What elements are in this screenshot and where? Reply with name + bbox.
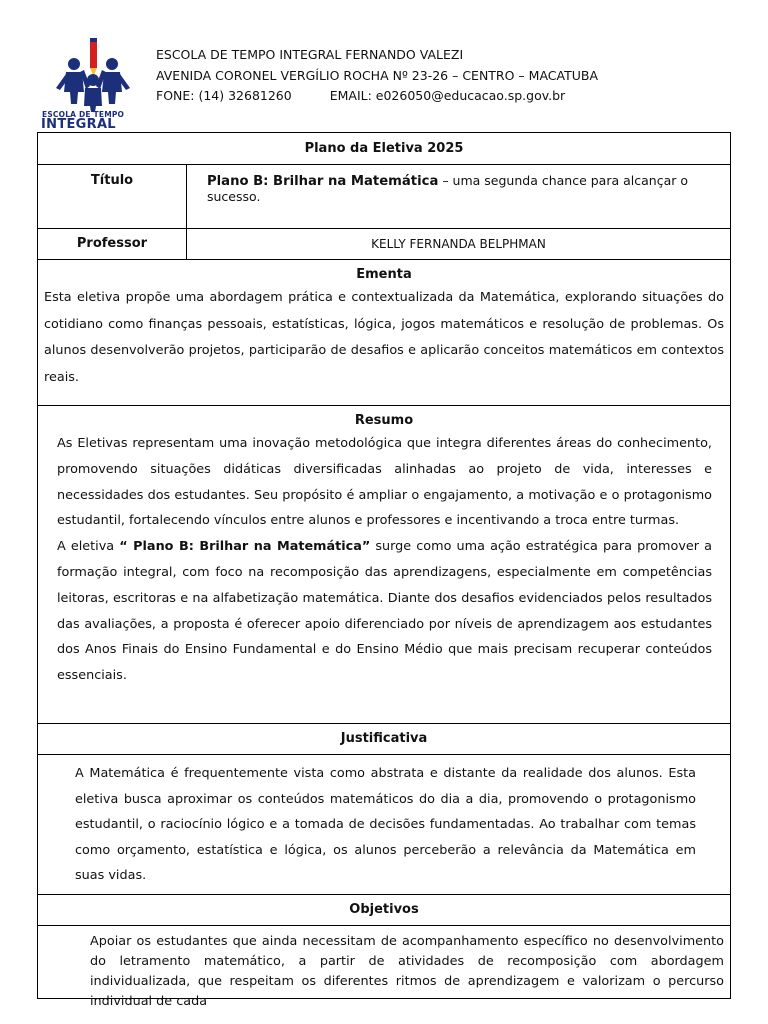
resumo-p2-start: A eletiva [57, 539, 120, 555]
titulo-rest: – uma segunda chance para alcançar o sucesso. [207, 173, 688, 204]
objetivos-text: Apoiar os estudantes que ainda necessitam de acompanhamento específico no desenvolvimento do letramento matemático, a partir de atividades de recomposição com abordagem individualizada, que respeitam os diferentes ritmos de aprendizagem e valorizam o percurso individual de cada [90, 934, 724, 1009]
professor-value: KELLY FERNANDA BELPHMAN [371, 237, 546, 251]
school-address: AVENIDA CORONEL VERGÍLIO ROCHA Nº 23-26 – CENTRO – MACATUBA [156, 67, 598, 83]
titulo-bold: Plano B: Brilhar na Matemática [207, 174, 439, 189]
objetivos-section [38, 926, 730, 1009]
school-logo [40, 34, 146, 134]
resumo-paragraph-1: As Eletivas representam uma inovação metodológica que integra diferentes áreas do conhecimento, promovendo situações didáticas diversificadas alinhadas ao projeto de vida, interesses e necessidades dos estudantes. Seu propósito é ampliar o engajamento, a motivação e o protagonismo estudantil, fortalecendo vínculos entre alunos e professores e incentivando a troca entre turmas. [57, 436, 712, 529]
resumo-heading: Resumo [354, 413, 414, 428]
ementa-section [38, 260, 730, 406]
resumo-p2-rest: surge como uma ação estratégica para promover a formação integral, com foco na recomposição das aprendizagens, especialmente em competências leitoras, escritoras e na alfabetização matemática. Diante dos desafios evidenciados pelos resultados das avaliações, a proposta é oferecer apoio diferenciado por níveis de aprendizagem aos estudantes dos Anos Finais do Ensino Fundamental e do Ensino Médio que mais precisam recuperar conteúdos essenciais. [57, 539, 712, 684]
professor-label: Professor [38, 229, 187, 259]
school-phone: FONE: (14) 32681260 [156, 88, 292, 103]
titulo-row [38, 165, 730, 229]
resumo-text [38, 431, 730, 689]
logo-text-line1: ESCOLA DE TEMPO [42, 110, 125, 119]
school-email: EMAIL: e026050@educacao.sp.gov.br [329, 88, 566, 103]
justificativa-heading: Justificativa [38, 724, 730, 755]
objetivos-heading: Objetivos [38, 895, 730, 926]
professor-row [38, 229, 730, 260]
titulo-value [187, 165, 730, 228]
school-name: ESCOLA DE TEMPO INTEGRAL FERNANDO VALEZI [156, 47, 464, 62]
logo-text-line2: INTEGRAL [41, 117, 116, 132]
school-contact [156, 86, 598, 107]
ementa-text: Esta eletiva propõe uma abordagem prática e contextualizada da Matemática, explorando situações do cotidiano como finanças pessoais, estatísticas, lógica, jogos matemáticos e resolução de problemas. Os alunos desenvolverão projetos, participarão de desafios e aplicarão conceitos matemáticos em contextos reais. [44, 290, 724, 386]
plan-table [37, 132, 731, 1009]
resumo-section [38, 406, 730, 724]
resumo-p2-bold: “ Plano B: Brilhar na Matemática” [119, 539, 371, 555]
page-header [0, 0, 768, 132]
ementa-heading: Ementa [356, 267, 412, 282]
titulo-label: Título [38, 165, 187, 228]
justificativa-section [38, 755, 730, 895]
school-info [156, 45, 598, 107]
justificativa-text: A Matemática é frequentemente vista como abstrata e distante da realidade dos alunos. Esta eletiva busca aproximar os conteúdos matemáticos do dia a dia, promovendo o protagonismo estudantil, o raciocínio lógico e a tomada de decisões fundamentadas. Ao trabalhar com temas como orçamento, estatística e lógica, os alunos perceberão a relevância da Matemática em suas vidas. [75, 766, 696, 884]
resumo-paragraph-2 [57, 534, 712, 689]
plan-title: Plano da Eletiva 2025 [38, 133, 730, 165]
people-pencil-icon [40, 34, 146, 112]
